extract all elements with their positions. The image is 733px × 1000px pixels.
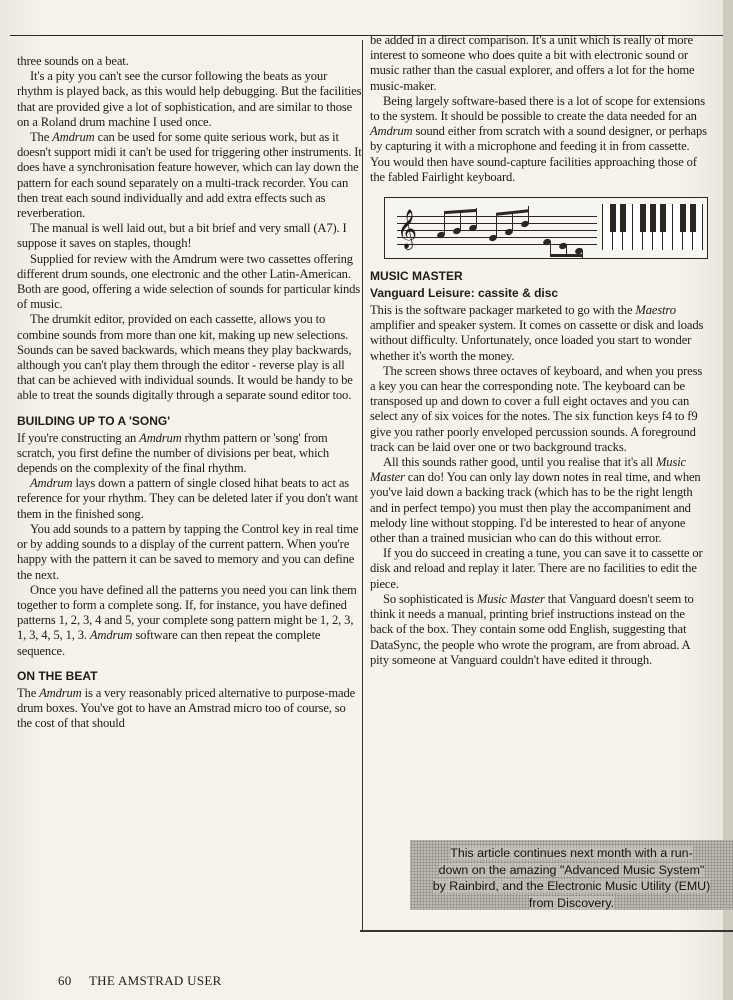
- notice-line: down on the amazing "Advanced Music System": [438, 862, 705, 877]
- paragraph: If you're constructing an Amdrum rhythm pattern or 'song' from scratch, you first define the number of divisions per beat, which depends on the complexity of the final rhythm.: [17, 430, 329, 476]
- page-footer: [58, 973, 222, 989]
- page-number: 60: [58, 973, 72, 988]
- paragraph: Amdrum lays down a pattern of single closed hihat beats to act as reference for your rhythm. They can be deleted later if you don't want them in the finished song.: [17, 476, 358, 521]
- paragraph: If you do succeed in creating a tune, you can save it to cassette or disk and reload and replay it later. There are no facilities to edit the piece.: [370, 546, 703, 591]
- continuation-notice-box: [410, 840, 733, 910]
- paragraph: So sophisticated is Music Master that Vanguard doesn't seem to think it needs a manual, printing brief instructions instead on the back of the box. They contain some odd English, suggesting that DataSync, the people who wrote the program, are from abroad. A pity someone at Vanguard couldn't have edited it through.: [370, 591, 694, 667]
- review-publisher: Vanguard Leisure: cassite & disc: [370, 286, 559, 301]
- notice-line: This article continues next month with a run-: [450, 846, 693, 860]
- right-column: [370, 33, 710, 668]
- paragraph: The screen shows three octaves of keyboard, and when you press a key you can hear the corresponding note. The keyboard can be transposed up and down to cover a full eight octaves and you can select any of six voices for the notes. The six function keys f4 to f9 give you rather poorly enveloped percussion sounds. A foreground track can be laid over one or two background tracks.: [370, 363, 703, 454]
- left-column: [17, 54, 362, 731]
- paragraph: The manual is well laid out, but a bit brief and very small (A7). I suppose it saves on staples, though!: [17, 221, 347, 251]
- paragraph: The Amdrum can be used for some quite serious work, but as it doesn't support midi it can't be used for triggering other instruments. It does have a synchronisation feature however, which can lay down the pattern for each sound separately on a multi-track recorder. You can then treat each sound individually and add extra effects such as reverberation.: [17, 130, 362, 221]
- paragraph: You add sounds to a pattern by tapping the Control key in real time or by adding sounds to a display of the current pattern. When you're happy with the pattern it can be saved to memory and you can define the next.: [17, 521, 359, 582]
- paragraph: three sounds on a beat.: [17, 54, 129, 68]
- paragraph: This is the software packager marketed to go with the Maestro amplifier and speaker system. It comes on cassette or disk and loads without difficulty. Unfortunately, once loaded you start to wonder whether it's worth the money.: [370, 303, 704, 363]
- treble-clef-icon: 𝄞: [397, 209, 417, 250]
- paragraph: The Amdrum is a very reasonably priced alternative to purpose-made drum boxes. You've got to have an Amstrad micro too of course, so the cost of that should: [17, 685, 356, 731]
- music-staff-keyboard-illustration: [384, 197, 708, 259]
- paragraph: Supplied for review with the Amdrum were two cassettes offering different drum sounds, one electronic and the other Latin-American. Both are good, offering a wide selection of sounds for particular kinds of music.: [17, 251, 361, 312]
- notice-line: from Discovery.: [528, 895, 615, 910]
- section-heading: BUILDING UP TO A 'SONG': [17, 413, 171, 428]
- paragraph: All this sounds rather good, until you realise that it's all Music Master can do! You can only lay down notes in real time, and when you've laid down a backing track (which has to be the right length and in perfect tempo) you must then play the accompaniment and melody line without stopping. I'd be interested to hear of anyone other than a trained musician who can do this without error.: [370, 455, 701, 546]
- paragraph: The drumkit editor, provided on each cassette, allows you to combine sounds from more than one kit, making up new selections. Sounds can be saved backwards, which means they play backwards, although you can't play them through the editor - reverse play is all that can be achieved with individual sounds. It would be handy to be able to treat the sounds digitally through a separate sound editor too.: [17, 312, 353, 403]
- review-title: MUSIC MASTER: [370, 269, 463, 284]
- paragraph: be added in a direct comparison. It's a unit which is really of more interest to someone who does quite a bit with electronic sound or music rather than the casual explorer, and offers a lot for the home music-maker.: [370, 33, 695, 93]
- bottom-rule: [360, 930, 733, 932]
- notice-line: by Rainbird, and the Electronic Music Utility (EMU): [432, 879, 711, 893]
- section-heading: ON THE BEAT: [17, 668, 98, 683]
- paragraph: Being largely software-based there is a lot of scope for extensions to the system. It should be possible to create the data needed for an Amdrum sound either from scratch with a sound designer, or perhaps by capturing it with a microphone and feeding it in from cassette. You would then have sound-capture facilities approaching those of the fabled Fairlight keyboard.: [370, 93, 707, 184]
- column-divider: [362, 40, 363, 930]
- magazine-name: THE AMSTRAD USER: [88, 973, 222, 988]
- piano-keyboard-icon: [602, 204, 703, 250]
- paragraph: Once you have defined all the patterns you need you can link them together to form a complete song. If, for instance, you have defined patterns 1, 2, 3, 4 and 5, your complete song pattern might be 1, 2, 3, 1, 3, 4, 5, 1, 3. Amdrum software can then repeat the complete sequence.: [17, 582, 357, 658]
- paragraph: It's a pity you can't see the cursor following the beats as your rhythm is played back, as this would help debugging. But the facilities that are provided give a lot of sophistication, and are similar to those on a Roland drum machine I used once.: [17, 69, 362, 129]
